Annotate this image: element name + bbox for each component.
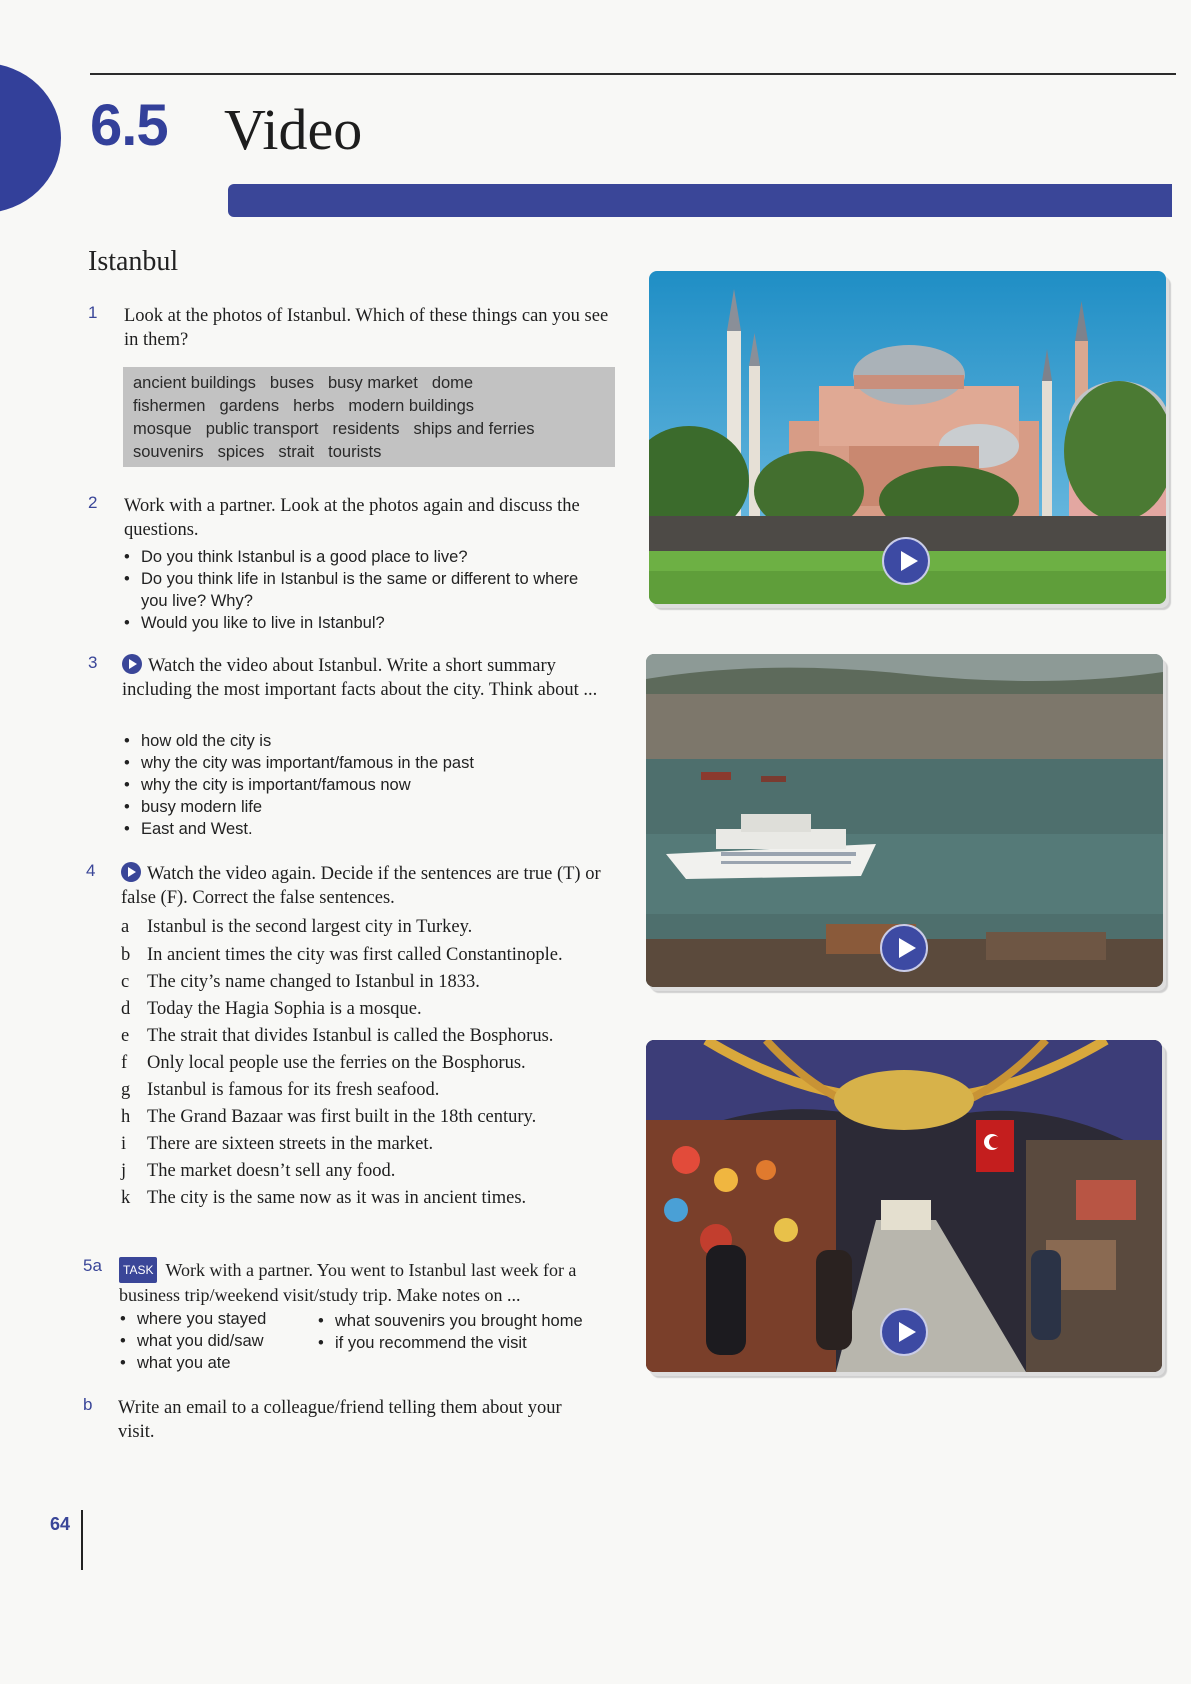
vocab-line xyxy=(133,441,605,464)
photo-hagia-sophia xyxy=(649,271,1166,604)
statement-item: h The Grand Bazaar was first built in the 18th century. xyxy=(121,1107,537,1127)
statement-item: b In ancient times the city was first called Constantinople. xyxy=(121,945,563,965)
question-item: • Would you like to live in Istanbul? xyxy=(124,612,584,634)
exercise-5b-instruction: Write an email to a colleague/friend telling them about your visit. xyxy=(118,1398,562,1442)
vocab-word: busy market xyxy=(327,374,418,392)
exercise-2-instruction: Work with a partner. Look at the photos again and discuss the questions. xyxy=(124,496,580,540)
unit-corner-disc xyxy=(0,63,61,213)
note-item: • where you stayed xyxy=(120,1308,320,1330)
vocab-word: gardens xyxy=(219,397,280,415)
exercise-2-questions xyxy=(124,546,584,634)
exercise-3-instruction xyxy=(122,654,622,702)
vocab-word: public transport xyxy=(205,420,319,438)
video-play-icon xyxy=(122,654,142,674)
photo-bosphorus xyxy=(646,654,1163,987)
vocab-word: herbs xyxy=(293,397,335,415)
exercise-5a-notes-left xyxy=(120,1308,320,1374)
note-item: • what souvenirs you brought home xyxy=(318,1310,618,1332)
statement-item: g Istanbul is famous for its fresh seafood. xyxy=(121,1080,440,1100)
vocab-word: fishermen xyxy=(133,397,206,415)
statement-item: j The market doesn’t sell any food. xyxy=(121,1161,396,1181)
vocab-word: ships and ferries xyxy=(413,420,535,438)
photo-grand-bazaar xyxy=(646,1040,1162,1372)
vocab-line xyxy=(133,395,605,418)
vocab-word: strait xyxy=(278,443,315,461)
note-item: • what you did/saw xyxy=(120,1330,320,1352)
exercise-3-text: Watch the video about Istanbul. Write a short summary including the most important facts about the city. Think about ... xyxy=(122,656,598,700)
vocab-word: residents xyxy=(332,420,400,438)
vocab-word: dome xyxy=(431,374,474,392)
vocab-line xyxy=(133,418,605,441)
unit-title: Video xyxy=(224,97,363,162)
exercise-4-text: Watch the video again. Decide if the sentences are true (T) or false (F). Correct the false sentences. xyxy=(121,864,601,908)
question-item: • Do you think life in Istanbul is the same or different to where you live? Why? xyxy=(124,568,584,612)
vocab-word: souvenirs xyxy=(133,443,204,461)
topic-item: • how old the city is xyxy=(124,730,584,752)
video-play-icon xyxy=(121,862,141,882)
statement-item: i There are sixteen streets in the market. xyxy=(121,1134,434,1154)
video-play-button[interactable] xyxy=(882,537,930,585)
exercise-5a-instruction xyxy=(119,1257,624,1307)
statement-item: a Istanbul is the second largest city in Turkey. xyxy=(121,917,473,937)
vocab-word: buses xyxy=(269,374,314,392)
vocab-word: spices xyxy=(217,443,265,461)
unit-number: 6.5 xyxy=(90,93,168,158)
topic-item: • busy modern life xyxy=(124,796,584,818)
vocab-line xyxy=(133,372,605,395)
header-rule xyxy=(90,73,1176,75)
statement-item: k The city is the same now as it was in ancient times. xyxy=(121,1188,527,1208)
statement-item: d Today the Hagia Sophia is a mosque. xyxy=(121,999,422,1019)
exercise-5a-number: 5a xyxy=(83,1256,102,1275)
vocab-word: mosque xyxy=(133,420,192,438)
vocab-word: modern buildings xyxy=(348,397,475,415)
vocabulary-box xyxy=(123,367,615,467)
vocab-word: ancient buildings xyxy=(133,374,256,392)
topic-item: • why the city was important/famous in the past xyxy=(124,752,584,774)
exercise-4-instruction xyxy=(121,862,621,910)
exercise-5b-number: b xyxy=(83,1395,93,1414)
true-false-list xyxy=(121,914,621,1212)
topic-item: • East and West. xyxy=(124,818,584,840)
note-item: • if you recommend the visit xyxy=(318,1332,618,1354)
page-number: 64 xyxy=(50,1514,71,1534)
exercise-5a-notes-right xyxy=(318,1310,618,1354)
title-bar xyxy=(228,184,1172,217)
vocab-word: tourists xyxy=(328,443,382,461)
topic-item: • why the city is important/famous now xyxy=(124,774,584,796)
exercise-1-instruction: Look at the photos of Istanbul. Which of these things can you see in them? xyxy=(124,306,609,350)
exercise-3-topics xyxy=(124,730,584,840)
exercise-5a-text: Work with a partner. You went to Istanbul last week for a business trip/weekend visit/study trip. Make notes on ... xyxy=(119,1260,577,1305)
video-play-button[interactable] xyxy=(880,924,928,972)
exercise-1-number: 1 xyxy=(88,303,98,322)
question-item: • Do you think Istanbul is a good place to live? xyxy=(124,546,584,568)
exercise-4-number: 4 xyxy=(86,861,96,880)
exercise-3-number: 3 xyxy=(88,653,98,672)
page-number-rule xyxy=(81,1510,83,1570)
note-item: • what you ate xyxy=(120,1352,320,1374)
video-play-button[interactable] xyxy=(880,1308,928,1356)
statement-item: c The city’s name changed to Istanbul in 1833. xyxy=(121,972,480,992)
task-label: TASK xyxy=(119,1257,157,1283)
section-title: Istanbul xyxy=(88,246,179,277)
statement-item: e The strait that divides Istanbul is called the Bosphorus. xyxy=(121,1026,554,1046)
statement-item: f Only local people use the ferries on the Bosphorus. xyxy=(121,1053,526,1073)
exercise-2-number: 2 xyxy=(88,493,98,512)
